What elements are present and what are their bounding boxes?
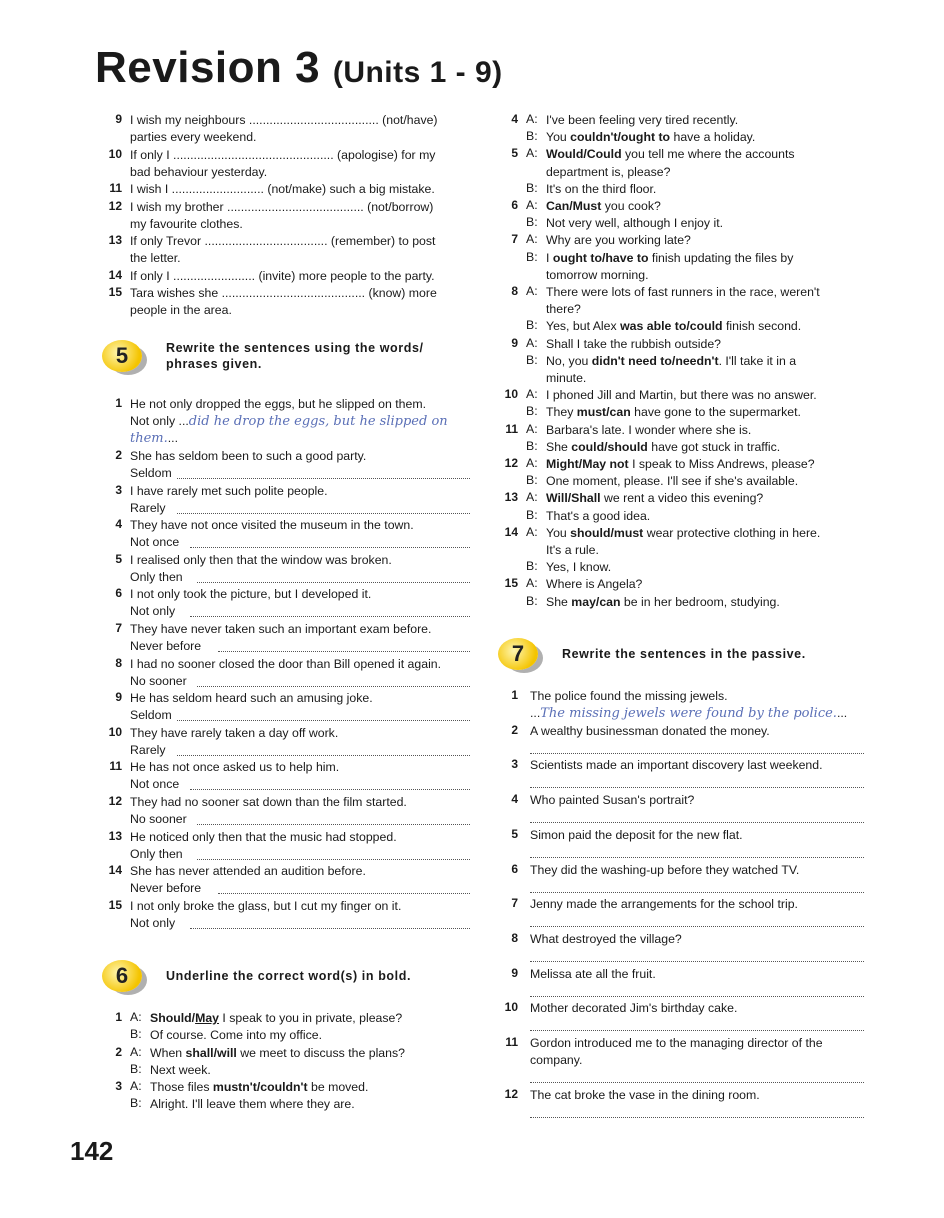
text-line: Gordon introduced me to the managing director of the xyxy=(530,1036,823,1050)
item-prompt: Never before xyxy=(130,639,202,653)
item-number: 15 xyxy=(108,285,122,299)
text-line: I wish my brother ........................................ (not/borrow) xyxy=(130,199,434,214)
answer-line xyxy=(197,859,470,860)
exercise-instruction xyxy=(166,340,424,372)
example-suffix: ... xyxy=(836,706,848,720)
speaker-b-label: B: xyxy=(526,473,538,488)
item-sentence: They have rarely taken a day off work. xyxy=(130,725,339,740)
answer-line xyxy=(530,857,864,858)
example-answer xyxy=(130,430,470,447)
speaker-b-line: She could/should have got stuck in traffic. xyxy=(546,439,781,454)
item-number: 11 xyxy=(109,181,122,196)
item-number: 6 xyxy=(115,586,122,601)
bold-option: couldn't xyxy=(260,1080,308,1095)
item-number: 5 xyxy=(511,146,518,161)
item-number: 12 xyxy=(108,794,122,808)
item-sentence: I not only took the picture, but I developed it. xyxy=(130,587,372,602)
bold-separator: / xyxy=(213,1045,217,1060)
example-prefix: Not only ... xyxy=(130,414,189,428)
item-number: 4 xyxy=(115,517,122,532)
speaker-b-line: I ought to/have to finish updating the files by xyxy=(546,250,794,265)
text-line: The police found the missing jewels. xyxy=(530,689,728,703)
speaker-b-label: B: xyxy=(130,1027,142,1041)
speaker-a-label: A: xyxy=(526,490,538,505)
item-number: 10 xyxy=(108,724,122,739)
instruction-line: Rewrite the sentences using the words/ xyxy=(166,341,424,355)
item-number: 2 xyxy=(115,1044,122,1059)
speaker-b-line: Not very well, although I enjoy it. xyxy=(546,216,724,231)
text-line: people in the area. xyxy=(130,303,232,317)
item-sentence: They had no sooner sat down than the film started. xyxy=(130,795,407,809)
answer-line xyxy=(530,926,864,927)
example-suffix: ... xyxy=(167,431,178,445)
speaker-a-label: A: xyxy=(130,1044,142,1059)
text-line: Melissa ate all the fruit. xyxy=(530,966,656,981)
speaker-b-label: B: xyxy=(130,1096,142,1111)
speaker-a-line: Barbara's late. I wonder where she is. xyxy=(546,422,752,437)
bold-options: Would/Could xyxy=(546,147,622,162)
item-number: 9 xyxy=(115,112,122,126)
item-sentence: I had no sooner closed the door than Bill opened it again. xyxy=(130,656,442,671)
item-number: 1 xyxy=(115,396,122,410)
exercise-7-heading xyxy=(498,638,806,670)
speaker-a-label: A: xyxy=(526,112,538,126)
item-number: 6 xyxy=(511,198,518,212)
title-main: Revision 3 xyxy=(95,43,321,92)
speaker-a-line: When shall/will we meet to discuss the plans? xyxy=(150,1045,405,1060)
item-number: 4 xyxy=(511,792,518,807)
item-text xyxy=(130,147,470,181)
item-prompt: Seldom xyxy=(130,708,172,723)
speaker-a-line: You should/must wear protective clothing in here. xyxy=(546,525,821,540)
text-line: parties every weekend. xyxy=(130,130,257,144)
answer-line xyxy=(197,582,470,583)
item-sentence xyxy=(530,688,870,705)
bold-option: May xyxy=(195,1011,220,1025)
item-prompt: Rarely xyxy=(130,500,166,515)
item-number: 8 xyxy=(115,655,122,670)
speaker-b-line: Yes, I know. xyxy=(546,560,612,575)
item-number: 6 xyxy=(511,861,518,876)
item-number: 3 xyxy=(115,1079,122,1094)
item-number: 2 xyxy=(115,448,122,462)
speaker-a-label: A: xyxy=(526,456,538,470)
text-line: I wish I ........................... (not/make) such a big mistake. xyxy=(130,182,435,197)
item-number: 13 xyxy=(504,490,518,505)
text-line: Jenny made the arrangements for the school trip. xyxy=(530,897,798,912)
text-line: Who painted Susan's portrait? xyxy=(530,793,695,808)
exercise-5-heading xyxy=(102,340,424,372)
item-prompt: No sooner xyxy=(130,673,187,688)
item-number: 14 xyxy=(108,267,122,282)
exercise-instruction: Rewrite the sentences in the passive. xyxy=(562,647,806,661)
speaker-b-line: tomorrow morning. xyxy=(546,267,649,282)
left-column xyxy=(102,112,470,1122)
text-line: Mother decorated Jim's birthday cake. xyxy=(530,1001,738,1016)
exercise-number-badge: 7 xyxy=(498,638,538,670)
speaker-a-line: Shall I take the rubbish outside? xyxy=(546,336,722,351)
speaker-b-line: They must/can have gone to the supermarket. xyxy=(546,405,801,420)
item-sentence xyxy=(530,792,870,809)
bold-options: Might/May not xyxy=(546,457,629,471)
text-line: Scientists made an important discovery last weekend. xyxy=(530,758,823,773)
answer-line xyxy=(190,789,470,790)
speaker-b-line: No, you didn't need to/needn't. I'll take it in a xyxy=(546,353,797,368)
text-line: the letter. xyxy=(130,251,181,266)
speaker-a-label: A: xyxy=(526,421,538,436)
item-prompt: Not only xyxy=(130,915,176,930)
speaker-b-line: Of course. Come into my office. xyxy=(150,1028,322,1042)
speaker-a-line: department is, please? xyxy=(546,164,671,179)
item-sentence xyxy=(530,827,870,844)
item-sentence: They have never taken such an important exam before. xyxy=(130,622,432,636)
item-number: 9 xyxy=(511,335,518,350)
instruction-line: phrases given. xyxy=(166,357,262,371)
text-line: Tara wishes she .......................................... (know) more xyxy=(130,286,437,300)
bold-options: was able to/could xyxy=(620,319,723,334)
item-prompt: Never before xyxy=(130,881,202,896)
text-line: I wish my neighbours ...................................... (not/have) xyxy=(130,113,438,127)
answer-line xyxy=(530,822,864,823)
bold-option: shall xyxy=(185,1045,214,1060)
item-sentence: I have rarely met such polite people. xyxy=(130,483,328,498)
answer-line xyxy=(530,996,864,997)
item-sentence xyxy=(530,723,870,740)
text-line: If only Trevor .................................... (remember) to post xyxy=(130,234,436,249)
item-text xyxy=(130,233,470,267)
item-text xyxy=(130,285,470,319)
item-number: 14 xyxy=(504,524,518,539)
item-number: 2 xyxy=(511,722,518,737)
answer-line xyxy=(197,686,470,687)
speaker-b-label: B: xyxy=(526,559,538,574)
bold-options: Can/Must xyxy=(546,199,602,213)
item-text xyxy=(130,199,470,233)
answer-line xyxy=(530,892,864,893)
answer-line xyxy=(530,1030,864,1031)
answer-line xyxy=(530,787,864,788)
text-line: If only I ........................ (invite) more people to the party. xyxy=(130,268,435,283)
item-prompt: Not once xyxy=(130,777,180,792)
item-number: 12 xyxy=(504,1086,518,1101)
handwritten-answer: did he drop the eggs, but he slipped on xyxy=(188,414,448,429)
text-line: They did the washing-up before they watched TV. xyxy=(530,862,800,877)
item-prompt: Seldom xyxy=(130,466,172,480)
speaker-b-label: B: xyxy=(526,438,538,453)
answer-line xyxy=(190,928,470,929)
exercise-number-badge: 6 xyxy=(102,960,142,992)
speaker-a-label: A: xyxy=(526,198,538,212)
answer-line xyxy=(218,651,470,652)
item-number: 1 xyxy=(115,1010,122,1024)
text-line: What destroyed the village? xyxy=(530,931,682,946)
speaker-b-line: One moment, please. I'll see if she's available. xyxy=(546,474,799,489)
item-prompt: Only then xyxy=(130,569,183,584)
item-number: 3 xyxy=(115,482,122,497)
item-number: 11 xyxy=(505,1035,518,1049)
right-column xyxy=(498,112,870,1122)
speaker-a-label: A: xyxy=(526,387,538,402)
answer-line xyxy=(177,478,470,479)
item-number: 5 xyxy=(511,826,518,841)
item-number: 10 xyxy=(504,1000,518,1015)
answer-line xyxy=(530,961,864,962)
speaker-a-line: there? xyxy=(546,302,581,317)
item-text xyxy=(130,181,470,198)
speaker-a-line: I phoned Jill and Martin, but there was no answer. xyxy=(546,388,817,403)
exercise-number-badge: 5 xyxy=(102,340,142,372)
item-sentence xyxy=(530,1087,870,1104)
exercise-6-heading xyxy=(102,960,411,992)
speaker-b-label: B: xyxy=(526,180,538,195)
item-sentence: She has never attended an audition before. xyxy=(130,864,366,879)
page-title xyxy=(95,43,503,92)
item-number: 12 xyxy=(108,198,122,213)
item-number: 9 xyxy=(511,965,518,980)
speaker-a-line: Will/Shall we rent a video this evening? xyxy=(546,491,764,506)
speaker-b-line: Alright. I'll leave them where they are. xyxy=(150,1097,355,1112)
speaker-a-line: Might/May not I speak to Miss Andrews, please? xyxy=(546,457,815,471)
answer-line xyxy=(177,720,470,721)
item-number: 11 xyxy=(505,421,518,436)
bold-options: must/can xyxy=(576,405,631,420)
bold-option: Should xyxy=(150,1011,192,1025)
item-sentence xyxy=(530,757,870,774)
text-line: Simon paid the deposit for the new flat. xyxy=(530,827,743,842)
text-line: The cat broke the vase in the dining room. xyxy=(530,1087,760,1102)
item-number: 7 xyxy=(511,232,518,247)
speaker-b-line: That's a good idea. xyxy=(546,508,651,523)
speaker-a-line: Would/Could you tell me where the accounts xyxy=(546,147,795,162)
text-line: company. xyxy=(530,1053,583,1067)
speaker-a-line: Can/Must you cook? xyxy=(546,199,661,213)
answer-line xyxy=(530,1082,864,1083)
speaker-b-label: B: xyxy=(526,352,538,367)
answer-line xyxy=(530,1117,864,1118)
speaker-b-label: B: xyxy=(526,507,538,522)
item-text xyxy=(130,268,470,285)
speaker-b-line: Next week. xyxy=(150,1062,211,1077)
example-prefix: ... xyxy=(530,706,541,720)
speaker-b-label: B: xyxy=(526,318,538,333)
bold-options: couldn't/ought to xyxy=(570,130,671,145)
item-number: 13 xyxy=(108,233,122,248)
speaker-b-label: B: xyxy=(526,215,538,230)
speaker-b-line: You couldn't/ought to have a holiday. xyxy=(546,130,756,145)
bold-options: should/must xyxy=(570,525,644,540)
answer-line xyxy=(530,753,864,754)
item-number: 5 xyxy=(115,551,122,566)
item-number: 10 xyxy=(108,146,122,161)
answer-line xyxy=(177,755,470,756)
speaker-a-line: Should/May I speak to you in private, please? xyxy=(150,1011,403,1025)
text-line: A wealthy businessman donated the money. xyxy=(530,723,770,738)
handwritten-answer: them. xyxy=(130,431,168,446)
bold-separator: / xyxy=(256,1080,261,1095)
title-units: (Units 1 - 9) xyxy=(332,56,503,89)
item-sentence xyxy=(530,966,870,983)
item-number: 15 xyxy=(504,576,518,591)
bold-options: Will/Shall xyxy=(546,491,601,506)
speaker-b-label: B: xyxy=(526,249,538,264)
answer-line xyxy=(197,824,470,825)
text-line: If only I ............................................... (apologise) for my xyxy=(130,147,436,162)
speaker-a-label: A: xyxy=(526,524,538,539)
item-sentence xyxy=(530,931,870,948)
speaker-a-label: A: xyxy=(526,232,538,247)
item-number: 15 xyxy=(108,897,122,912)
speaker-a-line: There were lots of fast runners in the race, weren't xyxy=(546,285,820,299)
bold-option: will xyxy=(217,1045,237,1060)
item-number: 9 xyxy=(115,690,122,705)
speaker-b-label: B: xyxy=(526,593,538,608)
bold-options: ought to/have to xyxy=(552,250,649,265)
item-sentence: She has seldom been to such a good party. xyxy=(130,449,367,463)
speaker-b-line: minute. xyxy=(546,370,587,385)
speaker-a-line: Where is Angela? xyxy=(546,577,643,592)
item-sentence xyxy=(530,896,870,913)
speaker-b-line: Yes, but Alex was able to/could finish second. xyxy=(546,319,802,334)
speaker-a-label: A: xyxy=(526,335,538,350)
speaker-a-label: A: xyxy=(130,1079,142,1094)
item-prompt: No sooner xyxy=(130,812,187,826)
bold-options: didn't need to/needn't xyxy=(591,353,719,368)
item-sentence xyxy=(530,1000,870,1017)
text-line: bad behaviour yesterday. xyxy=(130,164,268,179)
item-text xyxy=(130,112,470,146)
speaker-a-label: A: xyxy=(526,576,538,591)
item-number: 12 xyxy=(504,456,518,470)
answer-line xyxy=(190,547,470,548)
speaker-b-label: B: xyxy=(526,404,538,419)
speaker-a-label: A: xyxy=(526,146,538,161)
item-number: 8 xyxy=(511,930,518,945)
speaker-a-label: A: xyxy=(130,1010,142,1024)
item-prompt: Not once xyxy=(130,535,180,550)
speaker-b-line: It's on the third floor. xyxy=(546,181,657,196)
example-answer xyxy=(530,705,870,722)
item-number: 8 xyxy=(511,284,518,298)
page-number: 142 xyxy=(70,1136,114,1166)
item-number: 13 xyxy=(108,828,122,843)
item-number: 7 xyxy=(115,621,122,635)
exercise-instruction: Underline the correct word(s) in bold. xyxy=(166,969,412,983)
answer-line xyxy=(190,616,470,617)
speaker-a-line: I've been feeling very tired recently. xyxy=(546,113,739,127)
speaker-a-line: Why are you working late? xyxy=(546,233,691,248)
speaker-a-line: It's a rule. xyxy=(546,542,599,557)
item-number: 14 xyxy=(108,863,122,878)
speaker-a-line: Those files mustn't/couldn't be moved. xyxy=(150,1080,369,1095)
item-sentence: He noticed only then that the music had stopped. xyxy=(130,829,397,844)
bold-options: could/should xyxy=(571,439,648,454)
text-line: my favourite clothes. xyxy=(130,216,243,231)
item-sentence: He has seldom heard such an amusing joke. xyxy=(130,691,373,706)
item-sentence: I not only broke the glass, but I cut my finger on it. xyxy=(130,898,402,913)
item-sentence: He not only dropped the eggs, but he slipped on them. xyxy=(130,397,427,411)
speaker-b-label: B: xyxy=(130,1061,142,1076)
item-prompt: Not only xyxy=(130,604,176,619)
item-sentence xyxy=(530,1035,870,1069)
item-prompt: Rarely xyxy=(130,742,166,757)
answer-line xyxy=(218,893,470,894)
speaker-b-label: B: xyxy=(526,129,538,144)
item-sentence xyxy=(530,862,870,879)
item-prompt: Only then xyxy=(130,846,183,861)
bold-options: may/can xyxy=(571,594,621,609)
item-number: 4 xyxy=(511,112,518,126)
item-number: 3 xyxy=(511,757,518,772)
item-number: 1 xyxy=(511,688,518,702)
item-sentence: They have not once visited the museum in the town. xyxy=(130,518,414,533)
handwritten-answer: The missing jewels were found by the police. xyxy=(540,706,837,721)
item-number: 11 xyxy=(109,759,122,774)
item-sentence: He has not once asked us to help him. xyxy=(130,760,340,775)
bold-separator: / xyxy=(191,1011,196,1025)
example-answer xyxy=(130,413,470,430)
item-number: 10 xyxy=(504,387,518,402)
speaker-b-line: She may/can be in her bedroom, studying. xyxy=(546,594,780,609)
bold-option: mustn't xyxy=(212,1080,257,1095)
item-sentence: I realised only then that the window was broken. xyxy=(130,552,392,567)
speaker-a-label: A: xyxy=(526,284,538,298)
answer-line xyxy=(177,513,470,514)
item-number: 7 xyxy=(511,896,518,911)
